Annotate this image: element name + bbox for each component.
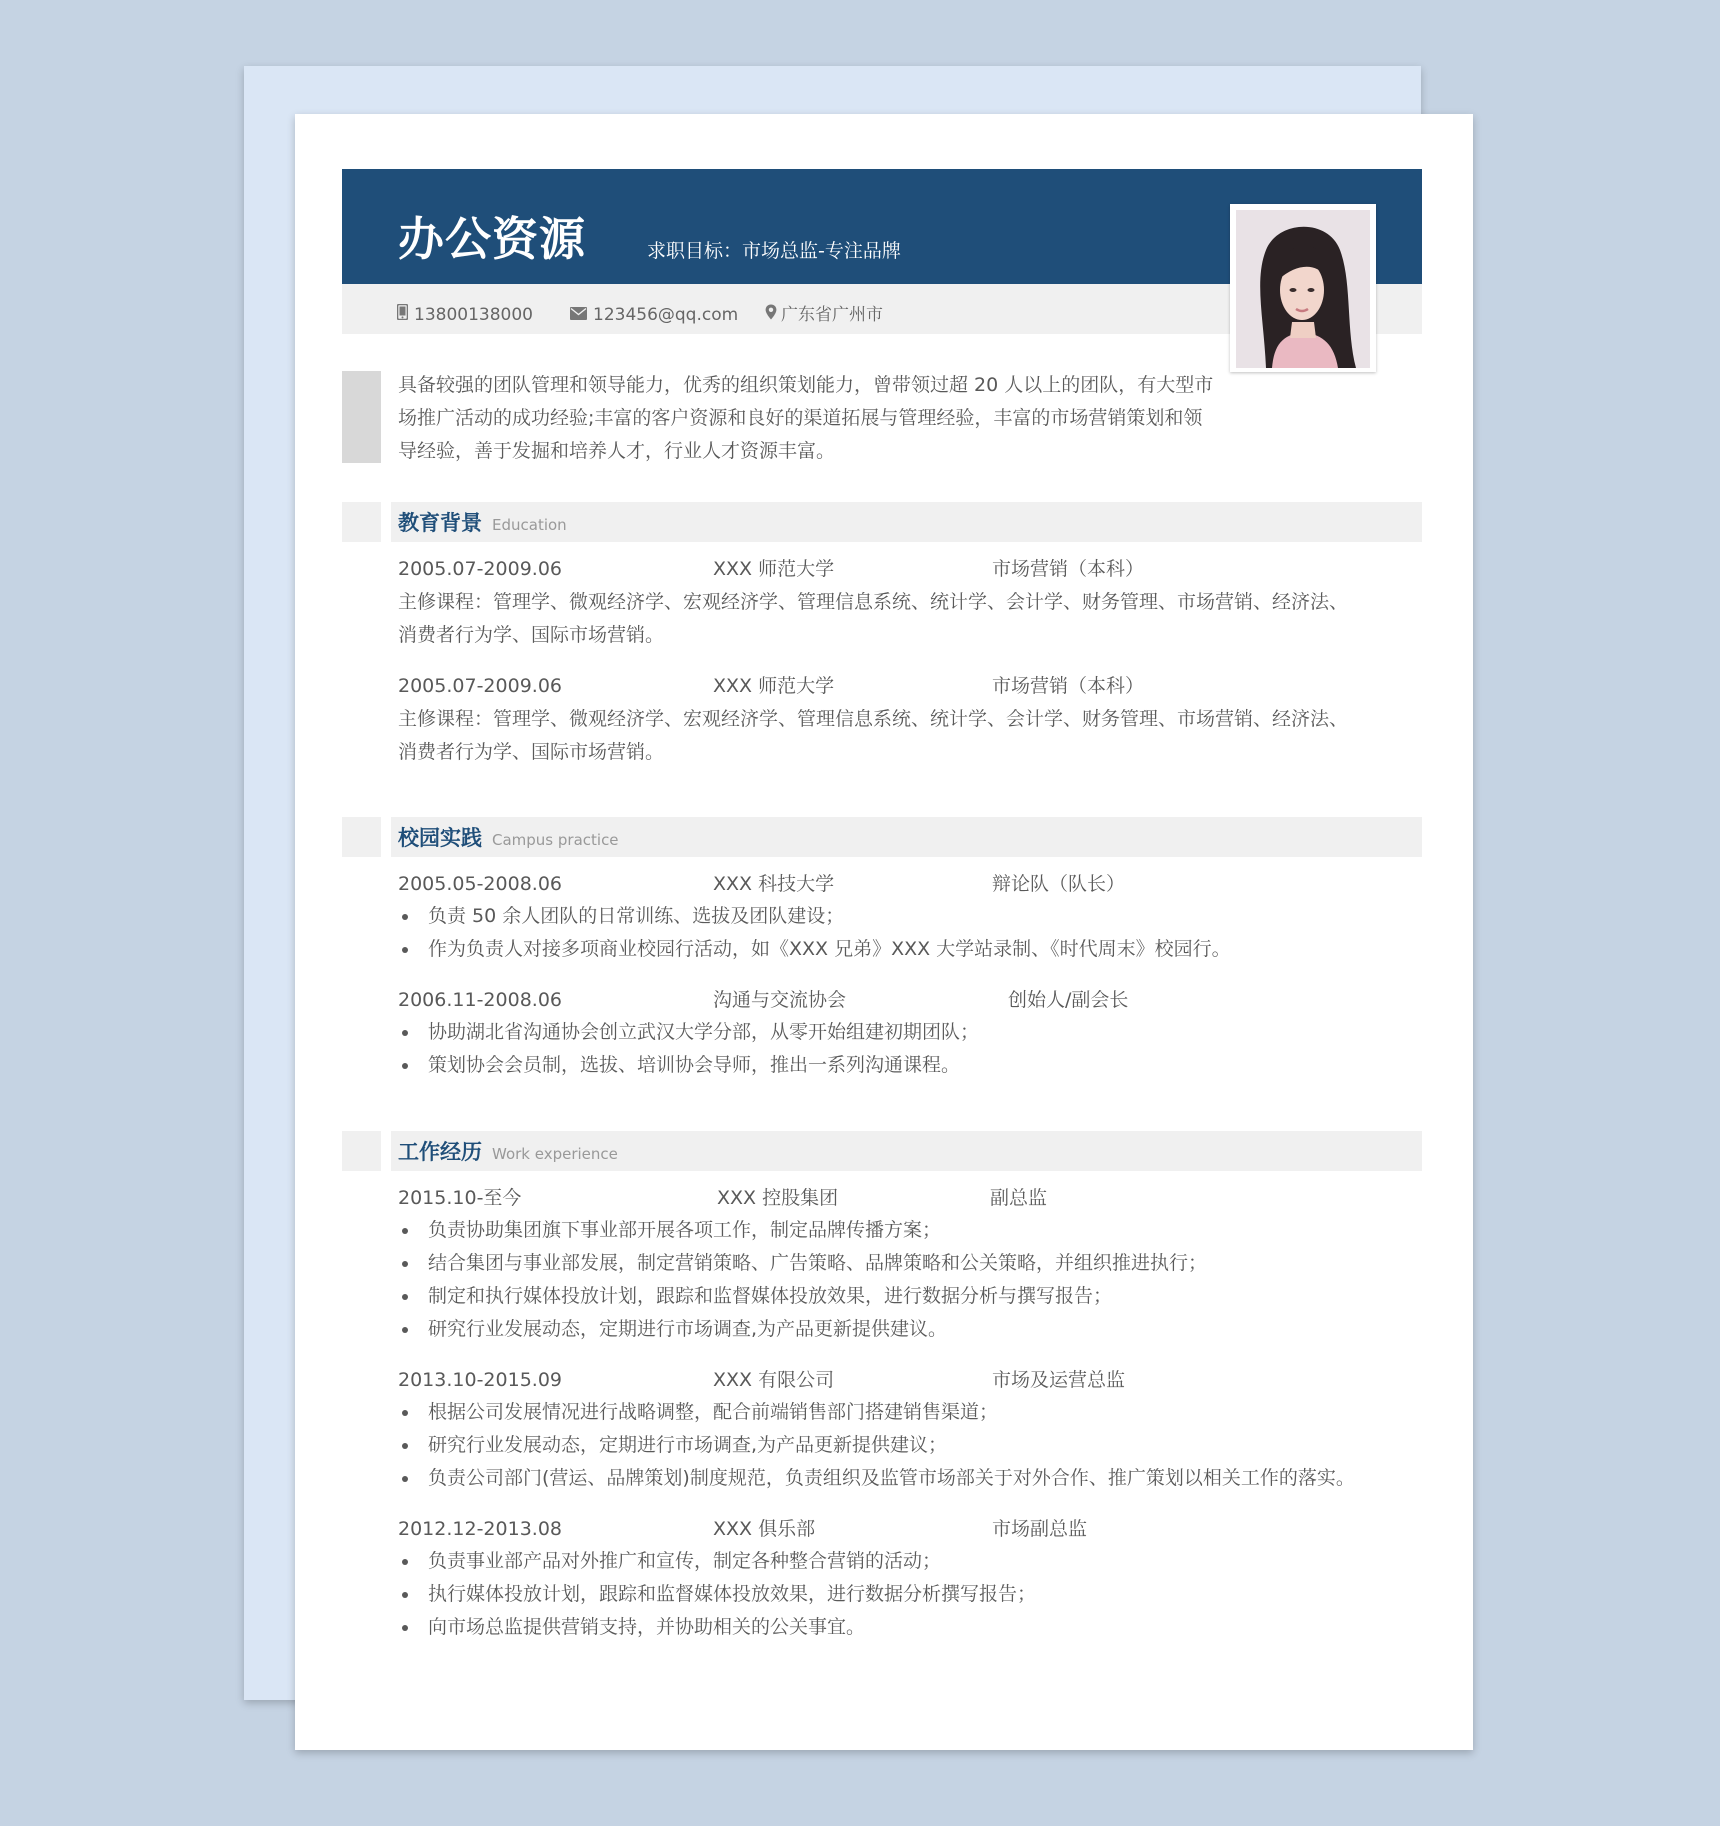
phone-text: 13800138000 — [414, 305, 533, 325]
work-2-list — [398, 1396, 1355, 1495]
campus-1-org: XXX 科技大学 — [713, 873, 835, 895]
job-target: 求职目标：市场总监-专注品牌 — [647, 240, 901, 262]
education-title: 教育背景 Education — [398, 511, 567, 535]
campus-subtitle: Campus practice — [492, 831, 619, 849]
work-subtitle: Work experience — [492, 1145, 618, 1163]
work-3-company: XXX 俱乐部 — [713, 1518, 816, 1540]
campus-1-role: 辩论队（队长） — [992, 873, 1126, 895]
list-item: 研究行业发展动态，定期进行市场调查,为产品更新提供建议。 — [398, 1313, 1207, 1346]
campus-1-date: 2005.05-2008.06 — [398, 873, 562, 895]
list-item: 负责事业部产品对外推广和宣传，制定各种整合营销的活动； — [398, 1545, 1036, 1578]
edu-2-school: XXX 师范大学 — [713, 675, 835, 697]
education-subtitle: Education — [492, 516, 567, 534]
mail-icon — [570, 303, 587, 327]
work-1-position: 副总监 — [990, 1187, 1048, 1209]
work-3-date: 2012.12-2013.08 — [398, 1518, 562, 1540]
contact-email — [570, 303, 738, 327]
list-item: 负责公司部门(营运、品牌策划)制度规范，负责组织及监管市场部关于对外合作、推广策划以相关工作的落实。 — [398, 1462, 1355, 1495]
work-1-date: 2015.10-至今 — [398, 1187, 522, 1209]
summary-text: 具备较强的团队管理和领导能力，优秀的组织策划能力，曾带领过超 20 人以上的团队，有大型市场推广活动的成功经验;丰富的客户资源和良好的渠道拓展与管理经验，丰富的市场营销策划和领导经验，善于发掘和培养人才，行业人才资源丰富。 — [398, 374, 1214, 462]
edu-1-courses: 主修课程：管理学、微观经济学、宏观经济学、管理信息系统、统计学、会计学、财务管理、市场营销、经济法、消费者行为学、国际市场营销。 — [398, 591, 1349, 646]
edu-1-school: XXX 师范大学 — [713, 558, 835, 580]
work-2-company: XXX 有限公司 — [713, 1369, 835, 1391]
edu-2-date: 2005.07-2009.06 — [398, 675, 562, 697]
list-item: 制定和执行媒体投放计划，跟踪和监督媒体投放效果，进行数据分析与撰写报告； — [398, 1280, 1207, 1313]
list-item: 作为负责人对接多项商业校园行活动，如《XXX 兄弟》XXX 大学站录制、《时代周末》校园行。 — [398, 933, 1231, 966]
location-text: 广东省广州市 — [781, 305, 883, 325]
list-item: 负责 50 余人团队的日常训练、选拔及团队建设； — [398, 900, 1231, 933]
list-item: 结合集团与事业部发展，制定营销策略、广告策略、品牌策略和公关策略，并组织推进执行； — [398, 1247, 1207, 1280]
summary-marker — [342, 371, 381, 463]
work-2-position: 市场及运营总监 — [992, 1369, 1126, 1391]
work-3-list — [398, 1545, 1036, 1644]
campus-2-date: 2006.11-2008.06 — [398, 989, 562, 1011]
edu-1-major: 市场营销（本科） — [992, 558, 1145, 580]
work-1-list — [398, 1214, 1207, 1346]
campus-1-list — [398, 900, 1231, 966]
email-text: 123456@qq.com — [593, 305, 739, 325]
list-item: 研究行业发展动态，定期进行市场调查,为产品更新提供建议； — [398, 1429, 1355, 1462]
list-item: 协助湖北省沟通协会创立武汉大学分部，从零开始组建初期团队； — [398, 1016, 979, 1049]
work-title: 工作经历 Work experience — [398, 1140, 618, 1164]
edu-1-date: 2005.07-2009.06 — [398, 558, 562, 580]
list-item: 执行媒体投放计划，跟踪和监督媒体投放效果，进行数据分析撰写报告； — [398, 1578, 1036, 1611]
edu-2-major: 市场营销（本科） — [992, 675, 1145, 697]
campus-2-list — [398, 1016, 979, 1082]
phone-icon — [397, 303, 408, 327]
work-3-position: 市场副总监 — [992, 1518, 1088, 1540]
work-1-company: XXX 控股集团 — [717, 1187, 839, 1209]
contact-phone — [397, 303, 533, 327]
list-item: 策划协会会员制，选拔、培训协会导师，推出一系列沟通课程。 — [398, 1049, 979, 1082]
campus-title: 校园实践 Campus practice — [398, 826, 619, 850]
list-item: 向市场总监提供营销支持，并协助相关的公关事宜。 — [398, 1611, 1036, 1644]
candidate-name: 办公资源 — [398, 212, 586, 266]
edu-2-courses: 主修课程：管理学、微观经济学、宏观经济学、管理信息系统、统计学、会计学、财务管理、市场营销、经济法、消费者行为学、国际市场营销。 — [398, 708, 1349, 763]
campus-2-org: 沟通与交流协会 — [713, 989, 847, 1011]
campus-2-role: 创始人/副会长 — [1008, 989, 1129, 1011]
contact-location — [765, 303, 883, 327]
list-item: 负责协助集团旗下事业部开展各项工作，制定品牌传播方案； — [398, 1214, 1207, 1247]
location-pin-icon — [765, 303, 777, 327]
profile-photo — [1236, 210, 1370, 368]
list-item: 根据公司发展情况进行战略调整，配合前端销售部门搭建销售渠道； — [398, 1396, 1355, 1429]
work-2-date: 2013.10-2015.09 — [398, 1369, 562, 1391]
